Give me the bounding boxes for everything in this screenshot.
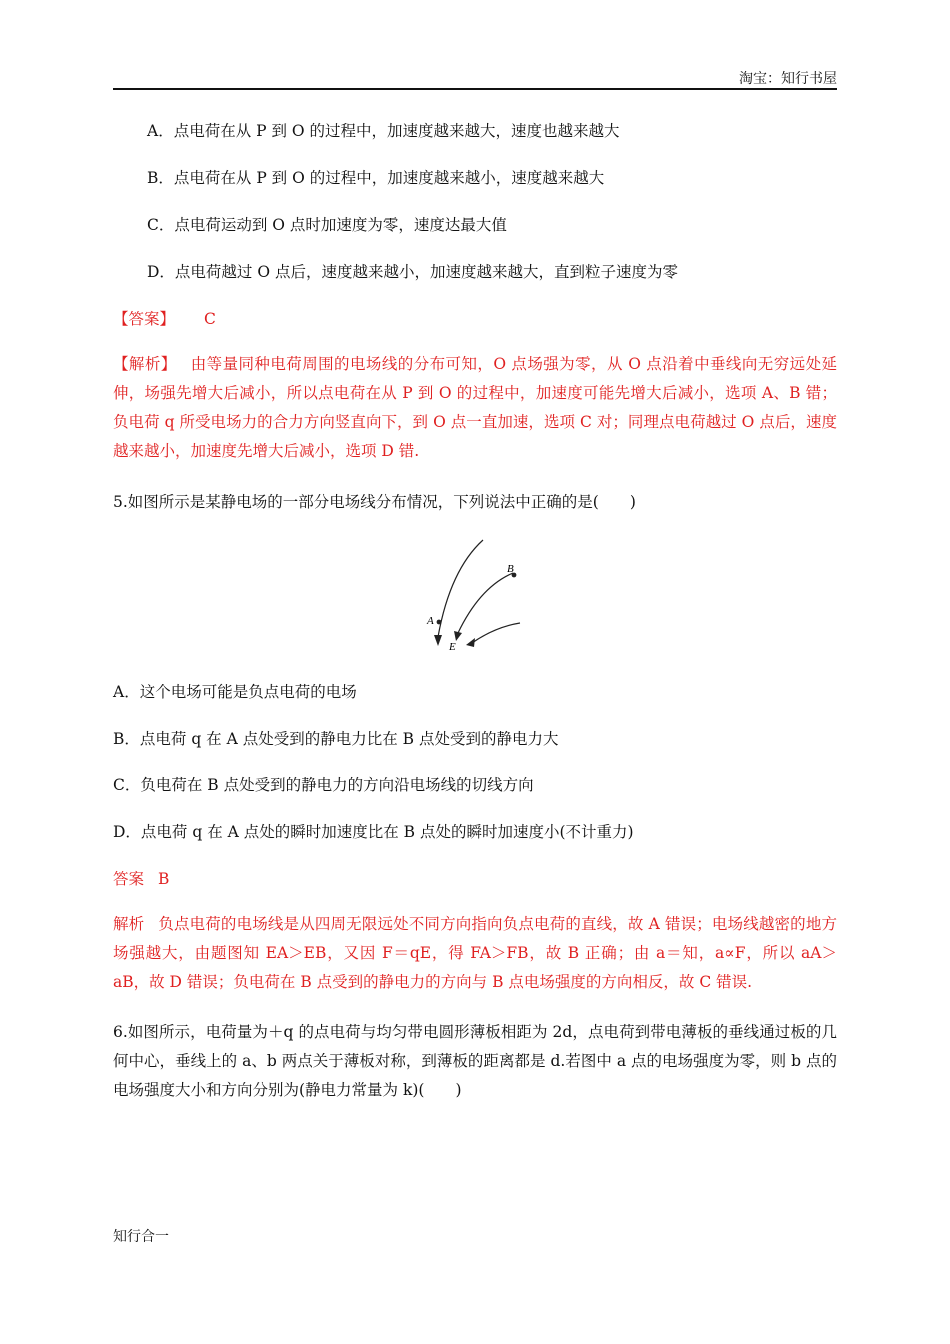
field-line-c: [472, 623, 520, 643]
field-line-b: [458, 573, 513, 633]
q4-option-a: A．点电荷在从 P 到 O 的过程中，加速度越来越大，速度也越来越大: [147, 122, 620, 140]
q4-analysis-tag: 【解析】: [113, 355, 177, 373]
q5-answer: [113, 869, 169, 889]
page-footer: 知行合一: [113, 1229, 169, 1245]
q4-answer: [113, 309, 216, 329]
label-a: A: [427, 615, 434, 627]
q5-answer-tag: 答案: [113, 870, 145, 888]
arrow-b-icon: [454, 631, 462, 641]
q4-answer-tag: 【答案】: [113, 310, 176, 328]
q4-analysis: [113, 350, 837, 466]
page-header: [113, 66, 837, 90]
q5-option-b: B．点电荷 q 在 A 点处受到的静电力比在 B 点处受到的静电力大: [113, 730, 559, 748]
arrow-c-icon: [466, 638, 475, 647]
q4-option-c: C．点电荷运动到 O 点时加速度为零，速度达最大值: [147, 216, 507, 234]
arrow-a-icon: [434, 635, 442, 646]
q6-stem: 6.如图所示，电荷量为＋q 的点电荷与均匀带电圆形薄板相距为 2d，点电荷到带电薄板的垂线通过板的几何中心，垂线上的 a、b 两点关于薄板对称，到薄板的距离都是 d.若图中 a 点的电场强度为零，则 b 点的电场强度大小和方向分别为(静电力常量为 k)( ): [113, 1023, 837, 1099]
header-shop-name: 淘宝：知行书屋: [739, 71, 837, 87]
q5-answer-value: B: [158, 870, 170, 888]
q4-option-b: B．点电荷在从 P 到 O 的过程中，加速度越来越小，速度越来越大: [147, 169, 605, 187]
label-e: E: [449, 641, 456, 653]
q5-option-d: D．点电荷 q 在 A 点处的瞬时加速度比在 B 点处的瞬时加速度小(不计重力): [113, 823, 634, 841]
q5-stem: 5.如图所示是某静电场的一部分电场线分布情况，下列说法中正确的是( ): [113, 493, 636, 511]
q5-analysis-text: 负点电荷的电场线是从四周无限远处不同方向指向负点电荷的直线，故 A 错误；电场线越密的地方场强越大，由题图知 EA＞EB，又因 F＝qE，得 FA＞FB，故 B 正确；由 a＝知，a∝F，所以 aA＞aB，故 D 错误；负电荷在 B 点受到的静电力的方向与 B 点电场强度的方向相反，故 C 错误.: [113, 915, 837, 991]
q4-analysis-text: 由等量同种电荷周围的电场线的分布可知，O 点场强为零，从 O 点沿着中垂线向无穷远处延伸，场强先增大后减小，所以点电荷在从 P 到 O 的过程中，加速度可能先增大后减小，选项 A、B 错；负电荷 q 所受电场力的合力方向竖直向下，到 O 点一直加速，选项 C 对；同理点电荷越过 O 点后，速度越来越小，加速度先增大后减小，选项 D 错.: [113, 355, 837, 460]
q5-analysis-tag: 解析: [113, 915, 145, 933]
field-line-a: [438, 540, 483, 637]
q4-option-d: D．点电荷越过 O 点后，速度越来越小，加速度越来越大，直到粒子速度为零: [147, 263, 678, 281]
q5-option-c: C．负电荷在 B 点处受到的静电力的方向沿电场线的切线方向: [113, 776, 534, 794]
q5-analysis: [113, 910, 837, 997]
point-a: [437, 620, 442, 625]
electric-field-lines-figure: [420, 535, 530, 655]
label-b: B: [507, 563, 514, 575]
q4-answer-value: C: [203, 310, 216, 328]
q5-option-a: A．这个电场可能是负点电荷的电场: [113, 683, 357, 701]
